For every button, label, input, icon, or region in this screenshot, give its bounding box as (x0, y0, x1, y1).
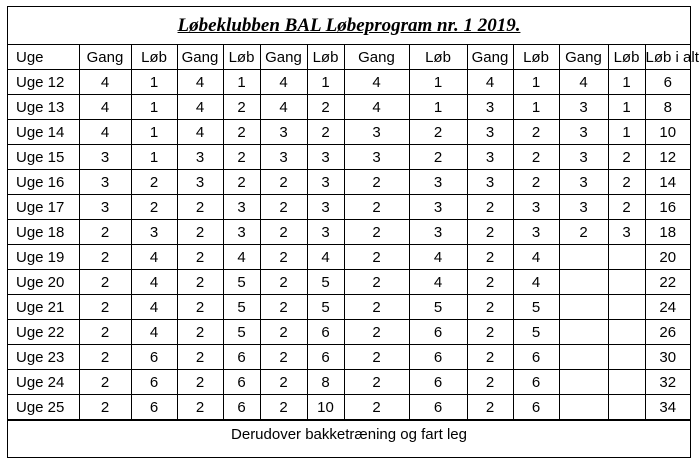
table-cell: 6 (131, 345, 177, 370)
table-cell: 4 (131, 270, 177, 295)
table-cell: 4 (79, 120, 131, 145)
table-cell: 2 (79, 245, 131, 270)
week-label: Uge 20 (8, 270, 79, 295)
table-cell: 3 (307, 195, 344, 220)
table-row (8, 320, 690, 345)
table-cell: 2 (79, 370, 131, 395)
table-cell (608, 245, 645, 270)
table-cell: 3 (559, 145, 608, 170)
table-cell: 2 (467, 370, 513, 395)
table-cell (559, 395, 608, 420)
table-cell: 2 (260, 270, 307, 295)
table-cell: 2 (467, 195, 513, 220)
total-run-cell: 26 (645, 320, 690, 345)
table-row (8, 295, 690, 320)
week-label: Uge 17 (8, 195, 79, 220)
table-cell: 2 (177, 295, 223, 320)
table-cell: 2 (467, 270, 513, 295)
table-cell: 1 (409, 95, 467, 120)
table-cell: 2 (79, 395, 131, 420)
total-run-cell: 20 (645, 245, 690, 270)
table-cell: 3 (131, 220, 177, 245)
table-cell: 3 (513, 195, 559, 220)
table-cell: 3 (307, 220, 344, 245)
table-row (8, 195, 690, 220)
table-cell: 6 (513, 345, 559, 370)
table-cell: 2 (467, 295, 513, 320)
table-cell: 3 (223, 195, 260, 220)
table-cell: 5 (513, 295, 559, 320)
table-cell: 2 (260, 245, 307, 270)
table-cell: 4 (177, 120, 223, 145)
table-row (8, 95, 690, 120)
table-cell: 2 (344, 195, 409, 220)
table-cell: 4 (409, 270, 467, 295)
column-header: Gang (177, 45, 223, 70)
week-label: Uge 25 (8, 395, 79, 420)
table-cell: 4 (223, 245, 260, 270)
table-cell: 2 (79, 270, 131, 295)
table-cell: 8 (307, 370, 344, 395)
table-cell: 2 (467, 345, 513, 370)
table-cell: 2 (177, 195, 223, 220)
table-cell: 4 (559, 70, 608, 95)
table-cell: 6 (409, 370, 467, 395)
week-label: Uge 24 (8, 370, 79, 395)
table-cell: 6 (409, 395, 467, 420)
table-cell: 2 (467, 395, 513, 420)
week-label: Uge 19 (8, 245, 79, 270)
total-run-cell: 16 (645, 195, 690, 220)
table-row (8, 270, 690, 295)
table-cell: 1 (223, 70, 260, 95)
table-cell: 3 (260, 145, 307, 170)
table-cell: 4 (177, 95, 223, 120)
column-header: Gang (79, 45, 131, 70)
table-cell: 3 (409, 170, 467, 195)
column-header: Gang (467, 45, 513, 70)
table-cell: 3 (467, 145, 513, 170)
table-cell: 1 (513, 95, 559, 120)
table-cell: 2 (260, 320, 307, 345)
table-cell: 4 (131, 320, 177, 345)
table-cell: 2 (513, 170, 559, 195)
column-header: Løb (409, 45, 467, 70)
column-header: Løb (513, 45, 559, 70)
table-cell (608, 320, 645, 345)
table-cell: 6 (131, 370, 177, 395)
table-cell: 5 (223, 320, 260, 345)
total-run-cell: 8 (645, 95, 690, 120)
table-cell: 5 (223, 295, 260, 320)
table-cell: 1 (409, 70, 467, 95)
table-cell: 4 (344, 95, 409, 120)
table-row (8, 370, 690, 395)
table-cell: 5 (307, 270, 344, 295)
table-cell: 2 (344, 370, 409, 395)
table-cell: 4 (260, 70, 307, 95)
table-cell: 2 (467, 220, 513, 245)
table-cell: 6 (409, 345, 467, 370)
column-header: Løb (131, 45, 177, 70)
table-cell: 2 (131, 195, 177, 220)
table-cell: 3 (513, 220, 559, 245)
table-cell: 4 (79, 70, 131, 95)
total-run-cell: 14 (645, 170, 690, 195)
table-cell: 2 (467, 245, 513, 270)
header-row (8, 45, 690, 70)
week-label: Uge 16 (8, 170, 79, 195)
table-cell: 2 (344, 170, 409, 195)
table-cell: 3 (79, 145, 131, 170)
table-cell: 6 (513, 370, 559, 395)
table-cell: 2 (344, 395, 409, 420)
column-header: Løb (608, 45, 645, 70)
table-cell: 1 (608, 95, 645, 120)
table-cell: 1 (307, 70, 344, 95)
table-cell: 3 (409, 220, 467, 245)
table-cell: 1 (131, 145, 177, 170)
table-row (8, 120, 690, 145)
table-cell: 2 (344, 345, 409, 370)
week-label: Uge 21 (8, 295, 79, 320)
total-run-cell: 10 (645, 120, 690, 145)
table-cell: 4 (177, 70, 223, 95)
total-run-cell: 12 (645, 145, 690, 170)
table-cell: 2 (260, 345, 307, 370)
table-cell: 2 (344, 320, 409, 345)
table-cell: 3 (467, 95, 513, 120)
table-cell: 6 (307, 320, 344, 345)
table-cell: 4 (344, 70, 409, 95)
column-header: Gang (260, 45, 307, 70)
table-cell: 3 (344, 145, 409, 170)
table-cell (559, 270, 608, 295)
table-cell: 1 (513, 70, 559, 95)
program-title: Løbeklubben BAL Løbeprogram nr. 1 2019. (8, 7, 690, 45)
table-cell (608, 295, 645, 320)
total-run-cell: 32 (645, 370, 690, 395)
program-table (8, 45, 699, 420)
week-label: Uge 12 (8, 70, 79, 95)
table-row (8, 395, 690, 420)
table-cell: 6 (307, 345, 344, 370)
table-cell: 2 (344, 220, 409, 245)
table-cell: 4 (467, 70, 513, 95)
running-program-sheet (7, 6, 699, 458)
table-cell: 3 (260, 120, 307, 145)
table-cell: 2 (79, 320, 131, 345)
table-cell: 1 (608, 70, 645, 95)
table-cell: 3 (79, 170, 131, 195)
total-run-cell: 30 (645, 345, 690, 370)
table-cell: 3 (409, 195, 467, 220)
table-cell: 3 (559, 195, 608, 220)
table-cell: 2 (223, 95, 260, 120)
table-cell (559, 245, 608, 270)
column-header: Løb (307, 45, 344, 70)
table-cell: 2 (344, 295, 409, 320)
table-cell: 2 (79, 345, 131, 370)
table-cell: 2 (307, 95, 344, 120)
table-cell: 2 (344, 270, 409, 295)
column-header: Gang (344, 45, 409, 70)
table-cell: 4 (307, 245, 344, 270)
table-cell: 2 (260, 195, 307, 220)
table-cell: 3 (608, 220, 645, 245)
table-cell: 2 (260, 170, 307, 195)
total-run-cell: 6 (645, 70, 690, 95)
week-label: Uge 22 (8, 320, 79, 345)
table-cell: 2 (513, 120, 559, 145)
table-row (8, 145, 690, 170)
table-cell: 1 (131, 95, 177, 120)
table-cell: 2 (79, 295, 131, 320)
table-cell: 2 (177, 395, 223, 420)
table-cell: 2 (223, 145, 260, 170)
table-cell: 2 (177, 270, 223, 295)
table-cell (608, 370, 645, 395)
table-cell: 3 (223, 220, 260, 245)
table-cell: 1 (131, 120, 177, 145)
table-cell: 6 (131, 395, 177, 420)
table-cell: 3 (307, 145, 344, 170)
table-cell: 2 (559, 220, 608, 245)
column-header: Gang (559, 45, 608, 70)
table-cell (559, 295, 608, 320)
table-cell: 6 (409, 320, 467, 345)
table-cell: 3 (177, 145, 223, 170)
table-cell: 2 (260, 220, 307, 245)
table-cell (608, 395, 645, 420)
table-cell: 2 (79, 220, 131, 245)
table-cell: 2 (513, 145, 559, 170)
table-cell: 2 (307, 120, 344, 145)
table-cell: 4 (131, 295, 177, 320)
table-cell: 2 (260, 295, 307, 320)
column-header: Løb i alt (645, 45, 690, 70)
table-cell: 5 (513, 320, 559, 345)
table-cell: 2 (467, 320, 513, 345)
table-cell: 2 (131, 170, 177, 195)
table-cell: 2 (409, 145, 467, 170)
table-cell: 4 (260, 95, 307, 120)
table-cell: 3 (79, 195, 131, 220)
table-cell: 2 (608, 145, 645, 170)
table-cell (559, 370, 608, 395)
table-cell (559, 345, 608, 370)
total-run-cell: 22 (645, 270, 690, 295)
table-cell: 2 (177, 220, 223, 245)
table-cell: 2 (344, 245, 409, 270)
table-cell: 2 (223, 170, 260, 195)
table-cell: 1 (608, 120, 645, 145)
table-cell: 6 (223, 345, 260, 370)
table-cell: 5 (223, 270, 260, 295)
table-cell: 2 (260, 395, 307, 420)
week-label: Uge 23 (8, 345, 79, 370)
table-cell: 6 (513, 395, 559, 420)
table-cell: 2 (223, 120, 260, 145)
total-run-cell: 24 (645, 295, 690, 320)
table-cell: 10 (307, 395, 344, 420)
table-cell: 2 (260, 370, 307, 395)
table-cell: 6 (223, 370, 260, 395)
table-cell: 4 (79, 95, 131, 120)
total-run-cell: 18 (645, 220, 690, 245)
program-footer-note: Derudover bakketræning og fart leg (8, 420, 690, 447)
table-cell: 2 (608, 195, 645, 220)
table-row (8, 70, 690, 95)
table-row (8, 345, 690, 370)
table-cell: 5 (307, 295, 344, 320)
week-label: Uge 18 (8, 220, 79, 245)
table-cell: 4 (513, 270, 559, 295)
table-cell: 3 (177, 170, 223, 195)
table-cell: 6 (223, 395, 260, 420)
week-label: Uge 13 (8, 95, 79, 120)
table-cell: 3 (307, 170, 344, 195)
table-cell: 2 (608, 170, 645, 195)
table-cell: 4 (409, 245, 467, 270)
table-cell: 1 (131, 70, 177, 95)
table-cell (608, 270, 645, 295)
table-cell: 3 (559, 95, 608, 120)
table-cell: 2 (177, 320, 223, 345)
table-row (8, 170, 690, 195)
week-label: Uge 15 (8, 145, 79, 170)
table-cell: 2 (177, 370, 223, 395)
table-cell: 2 (409, 120, 467, 145)
table-cell: 3 (467, 170, 513, 195)
table-cell (608, 345, 645, 370)
table-cell: 5 (409, 295, 467, 320)
column-header: Løb (223, 45, 260, 70)
table-cell (559, 320, 608, 345)
table-row (8, 245, 690, 270)
column-header: Uge (8, 45, 79, 70)
table-cell: 4 (131, 245, 177, 270)
week-label: Uge 14 (8, 120, 79, 145)
table-cell: 3 (559, 170, 608, 195)
table-cell: 4 (513, 245, 559, 270)
table-cell: 2 (177, 245, 223, 270)
table-cell: 3 (559, 120, 608, 145)
table-cell: 3 (344, 120, 409, 145)
table-cell: 3 (467, 120, 513, 145)
table-row (8, 220, 690, 245)
table-cell: 2 (177, 345, 223, 370)
total-run-cell: 34 (645, 395, 690, 420)
